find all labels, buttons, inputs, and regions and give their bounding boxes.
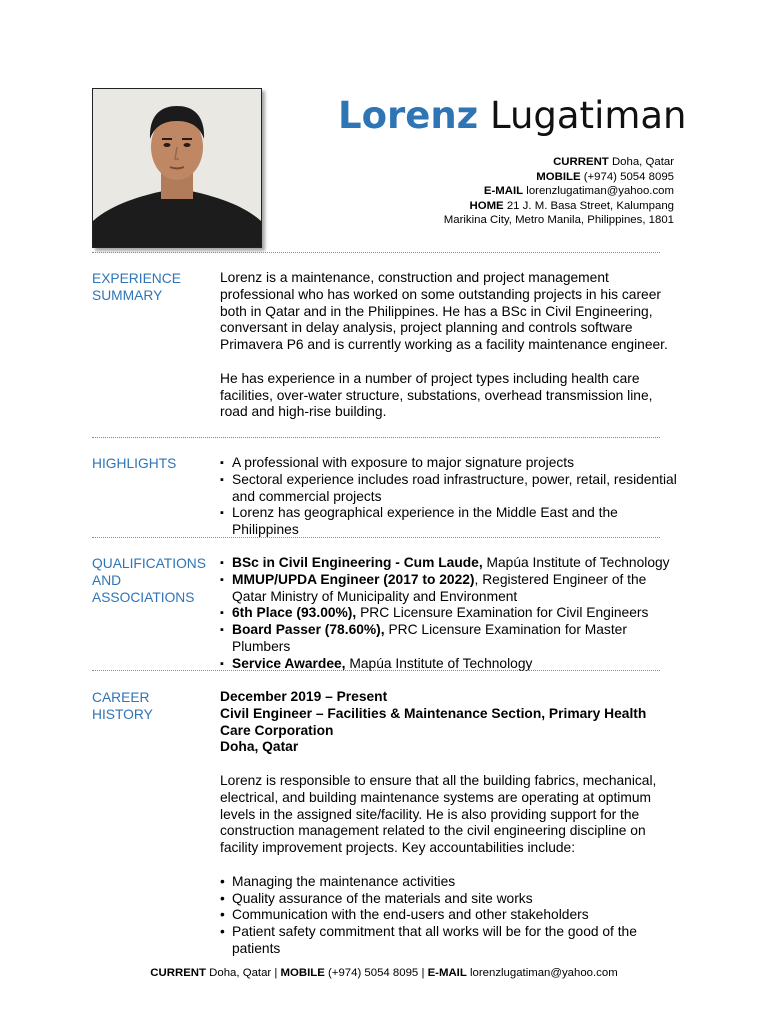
qualification-title: Board Passer (78.60%), <box>232 622 385 638</box>
contact-email-value[interactable]: lorenzlugatiman@yahoo.com <box>526 185 674 197</box>
career-accountability-item: • Patient safety commitment that all works will be for the good of the patients <box>220 924 680 958</box>
qualification-title: MMUP/UPDA Engineer (2017 to 2022) <box>232 571 475 587</box>
highlight-item: ▪ Lorenz has geographical experience in the Middle East and the Philippines <box>220 505 680 539</box>
qualification-detail: , Registered Engineer of the Qatar Ministry of Municipality and Environment <box>232 571 647 604</box>
contact-block <box>444 155 674 228</box>
career-description: Lorenz is responsible to ensure that all the building fabrics, mechanical, electrical, and building maintenance systems are operating at optimum levels in the assigned site/facility. He is also providing support for the construction management related to the civil engineering discipline on facility improvement projects. Key accountabilities include: <box>220 772 657 856</box>
qualification-title: BSc in Civil Engineering - Cum Laude, <box>232 555 483 570</box>
career-section-label <box>92 689 212 723</box>
candidate-name <box>338 92 687 140</box>
contact-current-value: Doha, Qatar <box>611 156 674 168</box>
career-entry <box>220 689 680 958</box>
contact-email-label: E-MAIL <box>483 185 524 197</box>
contact-mobile <box>444 170 674 185</box>
career-label: CAREER HISTORY <box>92 690 153 722</box>
footer-current-label: CURRENT <box>150 967 206 979</box>
qualifications-list <box>220 555 680 673</box>
qualification-title: 6th Place (93.00%), <box>232 605 357 621</box>
contact-home <box>444 199 674 214</box>
career-job-title: Civil Engineer – Facilities & Maintenance Section, Primary Health Care Corporation <box>220 705 647 738</box>
career-period: December 2019 – Present <box>220 689 388 704</box>
section-divider <box>92 670 660 671</box>
contact-current-label: CURRENT <box>553 156 609 168</box>
contact-mobile-label: MOBILE <box>536 170 581 183</box>
qualification-item <box>220 622 680 656</box>
qualifications-label-line-3: ASSOCIATIONS <box>92 590 195 605</box>
footer-mobile-label: MOBILE <box>280 967 325 979</box>
experience-paragraph-1: Lorenz is a maintenance, construction and project management professional who has worked on some outstanding projects in his career both in Qatar and in the Philippines. He has a BSc in Civil Engineering, conversant in delay analysis, project planning and controls software Primavera P6 and is currently working as a facility maintenance engineer. <box>220 270 668 353</box>
qualification-detail: PRC Licensure Examination for Master Plumbers <box>232 622 627 654</box>
experience-label-line-2: SUMMARY <box>92 288 163 303</box>
first-name: Lorenz <box>338 94 479 137</box>
contact-home-label: HOME <box>469 199 504 212</box>
qualifications-section-label <box>92 555 212 606</box>
career-location: Doha, Qatar <box>220 739 299 755</box>
footer-email-value[interactable]: lorenzlugatiman@yahoo.com <box>469 967 618 979</box>
highlight-item: ▪ Sectoral experience includes road infrastructure, power, retail, residential and commercial projects <box>220 472 680 506</box>
highlight-item: ▪ A professional with exposure to major signature projects <box>220 455 680 472</box>
qualification-detail: Mapúa Institute of Technology <box>482 555 670 570</box>
contact-mobile-value: (+974) 5054 8095 <box>583 170 674 183</box>
footer-email-label: E-MAIL <box>427 967 467 979</box>
footer-separator: | <box>421 967 425 979</box>
highlights-list <box>220 455 680 539</box>
experience-summary <box>220 270 680 421</box>
page-footer <box>0 967 768 979</box>
qualification-detail: Mapúa Institute of Technology <box>345 655 533 671</box>
experience-label-line-1: EXPERIENCE <box>92 271 181 286</box>
career-accountability-item: • Communication with the end-users and other stakeholders <box>220 907 680 924</box>
footer-separator: | <box>274 967 278 979</box>
contact-current <box>444 155 674 170</box>
experience-section-label <box>92 270 212 304</box>
qualifications-list-container <box>220 555 680 673</box>
qualification-title: Service Awardee, <box>232 655 346 671</box>
experience-paragraph-2: He has experience in a number of project types including health care facilities, over-water structure, substations, overhead transmission line, road and high-rise building. <box>220 370 653 420</box>
career-accountabilities-list <box>220 874 680 958</box>
contact-home-value-1: 21 J. M. Basa Street, Kalumpang <box>506 199 674 212</box>
section-divider <box>92 537 660 538</box>
highlights-list-container <box>220 455 680 539</box>
qualification-item <box>220 555 680 572</box>
highlights-section-label <box>92 455 212 472</box>
qualification-item <box>220 572 680 606</box>
last-name: Lugatiman <box>489 94 687 137</box>
qualifications-label-line-1: QUALIFICATIONS <box>92 556 206 571</box>
footer-current-value: Doha, Qatar <box>209 967 272 979</box>
contact-email <box>444 184 674 199</box>
section-divider <box>92 252 660 253</box>
qualification-detail: PRC Licensure Examination for Civil Engineers <box>356 605 649 621</box>
profile-photo <box>92 88 262 248</box>
highlights-label: HIGHLIGHTS <box>92 456 177 471</box>
qualification-item <box>220 605 680 622</box>
contact-home-line-2 <box>444 213 674 228</box>
contact-home-value-2: Marikina City, Metro Manila, Philippines, 1801 <box>443 214 674 226</box>
career-accountability-item: • Managing the maintenance activities <box>220 874 680 891</box>
career-accountability-item: • Quality assurance of the materials and site works <box>220 891 680 908</box>
qualifications-label-line-2: AND <box>92 573 122 588</box>
footer-mobile-value: (+974) 5054 8095 <box>328 967 419 979</box>
section-divider <box>92 437 660 438</box>
